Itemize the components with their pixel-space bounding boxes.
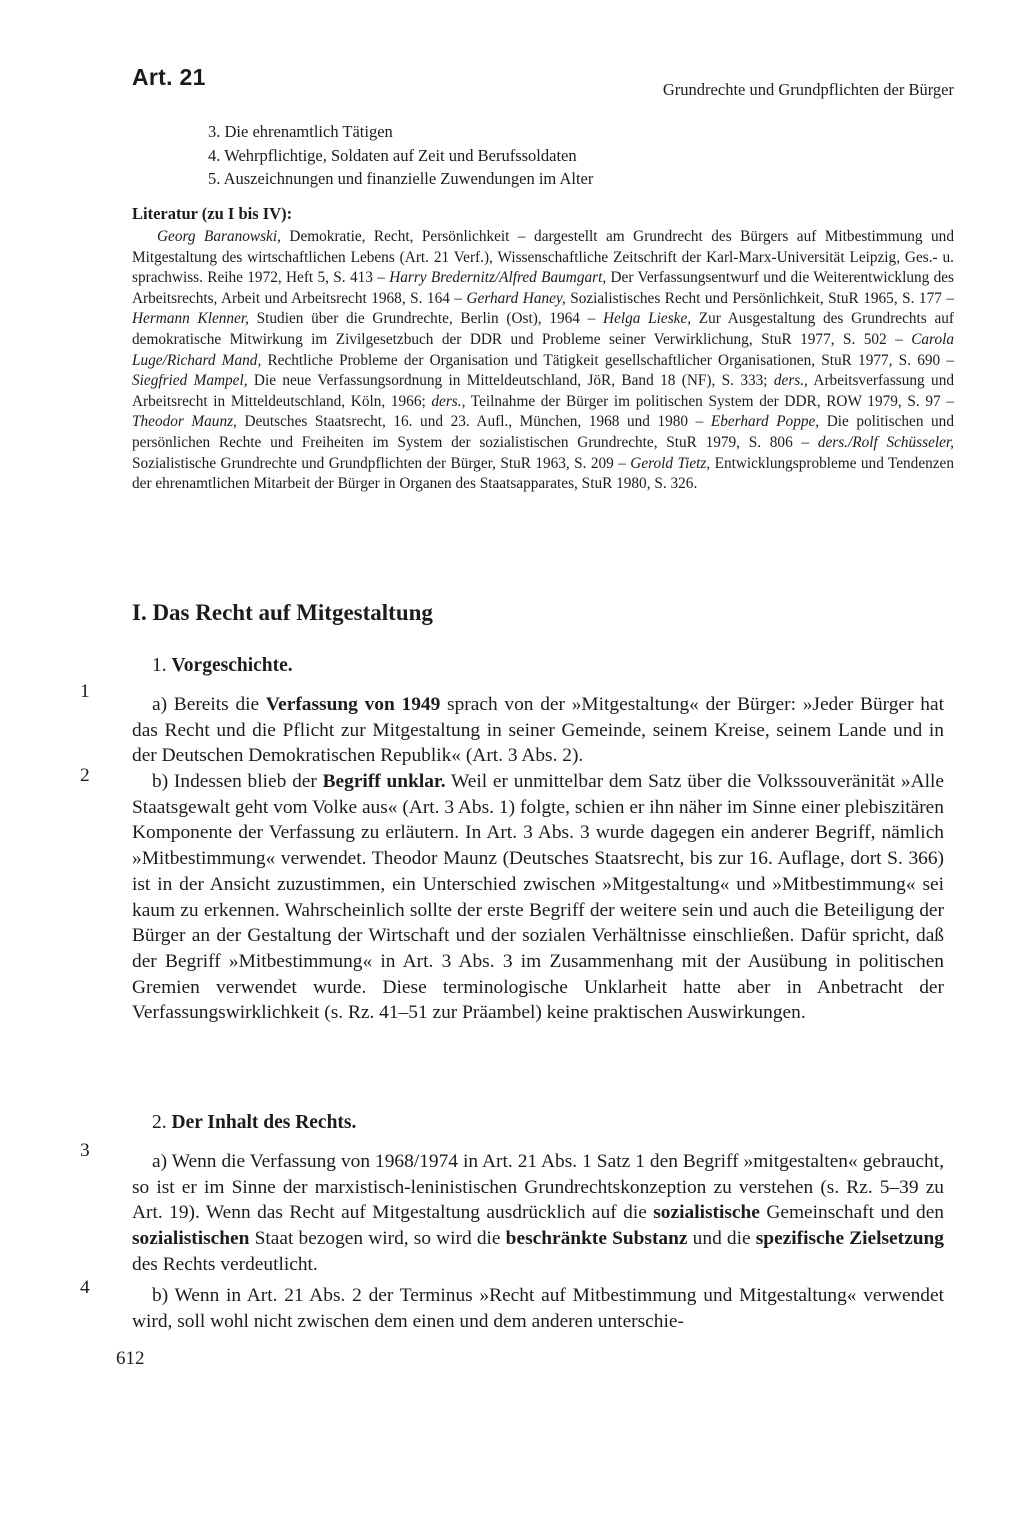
paragraph-text: sprach von der »Mitgestaltung« der Bürger: »Jeder Bürger hat das Recht und die Pflicht zur Mitgestaltung in seiner Gemeinde, seinem Kreise, seinem Lande und in der Deutschen Demokratischen Republik« (Art. 3 Abs. 2). — [132, 694, 944, 767]
subsection-heading-2 — [152, 1112, 356, 1134]
outline-item: 5. Auszeichnungen und finanzielle Zuwendungen im Alter — [208, 169, 594, 188]
page-number: 612 — [116, 1348, 145, 1369]
section-heading: I. Das Recht auf Mitgestaltung — [132, 600, 433, 625]
paragraph-text: b) Indessen blieb der — [152, 771, 323, 792]
literature-author: Carola Luge/Richard Mand, — [132, 330, 954, 369]
paragraph-text: Gemeinschaft und den — [759, 1202, 944, 1224]
subsection-title: Vorgeschichte. — [171, 655, 293, 676]
paragraph-text: Staat bezogen wird, so wird die — [249, 1228, 506, 1250]
literature-citation: Arbeitsverfassung und Arbeitsrecht in Mitteldeutschland, Köln, 1966; — [132, 372, 954, 410]
outline-list — [208, 120, 908, 191]
margin-number: 2 — [80, 765, 90, 786]
literature-citation: Demokratie, Recht, Persönlichkeit – dargestellt am Grundrecht des Bürgers auf Mitbestimmung und Mitgestaltung des wirtschaftlichen Lebens (Art. 21 Verf.), Wissenschaftliche Zeitschrift der Karl-Marx-Universität Leipzig, Ges.- u. sprachwiss. Reihe 1972, Heft 5, S. 413 – — [132, 228, 954, 287]
paragraph — [132, 769, 944, 1026]
emphasis-text: sozialistische — [653, 1202, 760, 1224]
literature-author: ders./Rolf Schüsseler, — [817, 433, 954, 451]
literature-citation: Rechtliche Probleme der Organisation und Tätigkeit gesellschaftlicher Organisationen, StuR 1977, S. 690 – — [261, 351, 954, 369]
literature-list — [132, 227, 954, 495]
literature-citation: Deutsches Staatsrecht, 16. und 23. Aufl., München, 1968 und 1980 – — [236, 413, 711, 431]
margin-number: 4 — [80, 1277, 90, 1298]
literature-citation: Teilnahme der Bürger im politischen System der DDR, ROW 1979, S. 97 – — [465, 392, 954, 410]
literature-author: Theodor Maunz, — [132, 413, 237, 431]
literature-author: ders., — [773, 372, 808, 390]
literature-author: Hermann Klenner, — [132, 310, 249, 328]
emphasis-text: spezifische Zielsetzung — [755, 1228, 944, 1250]
paragraph-text: a) Bereits die — [152, 694, 266, 715]
literature-heading: Literatur (zu I bis IV): — [132, 204, 293, 223]
paragraph-text: des Rechts verdeutlicht. — [132, 1253, 318, 1275]
running-header: Grundrechte und Grundpflichten der Bürger — [662, 80, 954, 99]
literature-author: ders., — [431, 392, 466, 410]
literature-author: Gerold Tietz, — [630, 454, 711, 472]
literature-citation: Die neue Verfassungsordnung in Mitteldeutschland, JöR, Band 18 (NF), S. 333; — [247, 372, 774, 390]
literature-citation: Zur Ausgestaltung des Grundrechts auf demokratische Mitwirkung im Zivilgesetzbuch der DDR und Probleme seiner Verwirklichung, StuR 1977, S. 502 – — [132, 310, 954, 348]
subsection-heading-1 — [152, 655, 293, 677]
paragraph — [132, 1283, 944, 1334]
emphasis-text: beschränkte Substanz — [505, 1228, 688, 1250]
literature-author: Gerhard Haney, — [466, 289, 566, 307]
paragraph-text: und die — [687, 1228, 756, 1250]
paragraph-text: b) Wenn in Art. 21 Abs. 2 der Terminus »Recht auf Mitbestimmung und Mitgestaltung« verwendet wird, soll wohl nicht zwischen dem einen und dem anderen unterschie- — [132, 1285, 944, 1332]
paragraph — [132, 692, 944, 769]
literature-author: Eberhard Poppe, — [710, 413, 820, 431]
outline-item: 3. Die ehrenamtlich Tätigen — [208, 122, 393, 141]
literature-author: Georg Baranowski, — [157, 228, 281, 245]
literature-citation: Entwicklungsprobleme und Tendenzen der ehrenamtlichen Mitarbeit der Bürger in Organen des Staatsapparates, StuR 1980, S. 326. — [132, 454, 954, 493]
literature-citation: Die politischen und persönlichen Rechte und Freiheiten im System der sozialistischen Grundrechte, StuR 1979, S. 806 – — [132, 413, 954, 451]
literature-citation: Sozialistische Grundrechte und Grundpflichten der Bürger, StuR 1963, S. 209 – — [132, 454, 631, 472]
article-number: Art. 21 — [132, 64, 206, 90]
margin-number: 1 — [80, 681, 90, 702]
literature-citation: Studien über die Grundrechte, Berlin (Ost), 1964 – — [248, 310, 604, 328]
emphasis-text: Begriff unklar. — [322, 771, 446, 792]
subsection-title: Der Inhalt des Rechts. — [171, 1112, 357, 1133]
emphasis-text: Verfassung von 1949 — [265, 694, 441, 715]
emphasis-text: sozialistischen — [132, 1228, 250, 1250]
paragraph-text: a) Wenn die Verfassung von 1968/1974 in Art. 21 Abs. 1 Satz 1 den Begriff »mitgestalten« gebraucht, so ist er im Sinne der marxistisch-leninistischen Grundrechtskonzeption zu verstehen (s. Rz. 5–39 zu Art. 19). Wenn das Recht auf Mitgestaltung ausdrücklich auf die — [132, 1151, 944, 1224]
literature-author: Siegfried Mampel, — [132, 372, 248, 390]
paragraph-text: Weil er unmittelbar dem Satz über die Volkssouveränität »Alle Staatsgewalt geht vom Volke aus« (Art. 3 Abs. 1) folgte, schien er ihn näher im Sinne einer plebiszitären Komponente der Verfassung zu erläutern. In Art. 3 Abs. 3 wurde dagegen ein anderer Begriff, nämlich »Mitbestimmung« verwendet. Theodor Maunz (Deutsches Staatsrecht, bis zur 16. Auflage, dort S. 366) ist in der Ansicht zuzustimmen, ein Unterschied zwischen »Mitgestaltung« und »Mitbestimmung« sei kaum zu erkennen. Wahrscheinlich sollte der erste Begriff der weitere sein und auch die Beteiligung der Bürger an der Gestaltung der Wirtschaft und der sozialen Verhältnisse einschließen. Dafür spricht, daß der Begriff »Mitbestimmung« in Art. 3 Abs. 3 im Zusammenhang mit der Ausübung in politischen Gremien verwendet wurde. Diese terminologische Unklarheit hatte aber in Anbetracht der Verfassungswirklichkeit (s. Rz. 41–51 zur Präambel) keine praktischen Auswirkungen. — [132, 771, 944, 1024]
literature-citation: Sozialistisches Recht und Persönlichkeit, StuR 1965, S. 177 – — [565, 289, 954, 307]
literature-citation: Der Verfassungsentwurf und die Weiterentwicklung des Arbeitsrechts, Arbeit und Arbeitsrecht 1968, S. 164 – — [132, 269, 954, 307]
literature-author: Helga Lieske, — [603, 310, 692, 328]
outline-item: 4. Wehrpflichtige, Soldaten auf Zeit und Berufssoldaten — [208, 145, 577, 165]
literature-author: Harry Bredernitz/Alfred Baumgart, — [389, 269, 607, 287]
subsection-number: 1. — [152, 655, 167, 676]
subsection-number: 2. — [152, 1112, 167, 1133]
margin-number: 3 — [80, 1140, 90, 1161]
paragraph — [132, 1149, 944, 1278]
